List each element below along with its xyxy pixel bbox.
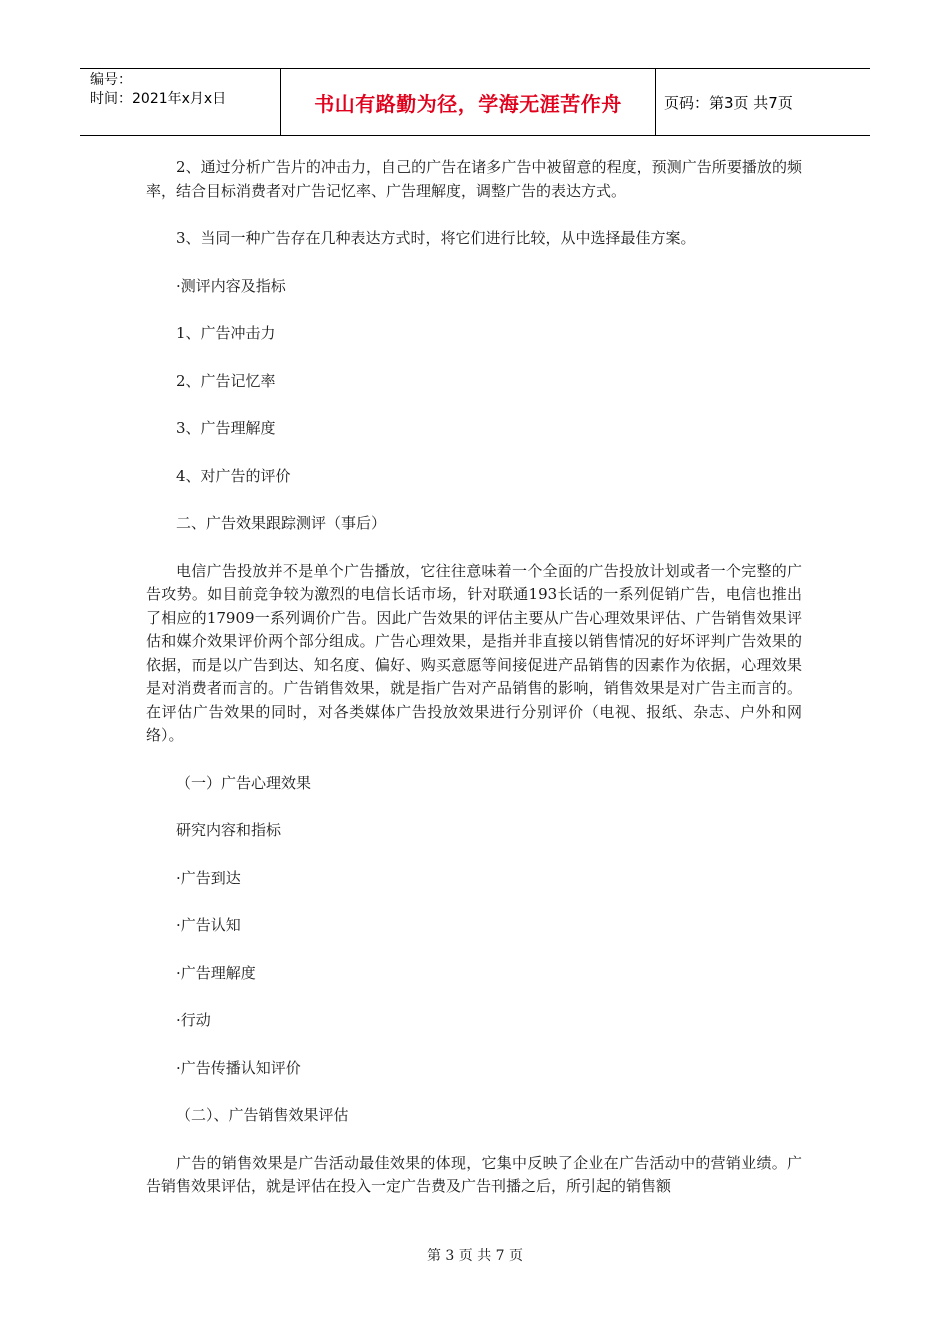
subsection-heading-psych: （一）广告心理效果	[176, 773, 312, 792]
header-motto: 书山有路勤为径，学海无涯苦作舟	[281, 69, 656, 135]
list-item-understanding: ·广告理解度	[176, 963, 256, 982]
header-meta	[80, 69, 281, 135]
doc-date-label: 时间：2021年x月x日	[90, 91, 227, 107]
paragraph-telecom-ads: 电信广告投放并不是单个广告播放，它往往意味着一个全面的广告投放计划或者一个完整的广告攻势。如目前竞争较为激烈的电信长话市场，针对联通193长话的一系列促销广告，电信也推出了相应的17909一系列调价广告。因此广告效果的评估主要从广告心理效果评估、广告销售效果评估和媒介效果评价两个部分组成。广告心理效果，是指并非直接以销售情况的好坏评判广告效果的依据，而是以广告到达、知名度、偏好、购买意愿等间接促进产品销售的因素作为依据，心理效果是对消费者而言的。广告销售效果，就是指广告对产品销售的影响，销售效果是对广告主而言的。在评估广告效果的同时，对各类媒体广告投放效果进行分别评价（电视、报纸、杂志、户外和网络）。	[146, 561, 802, 744]
section-heading-tracking: 二、广告效果跟踪测评（事后）	[176, 514, 387, 532]
list-item-communication: ·广告传播认知评价	[176, 1058, 301, 1077]
page-header	[80, 68, 870, 136]
heading-research-content: 研究内容和指标	[176, 821, 282, 839]
doc-number-label: 编号：	[90, 72, 132, 88]
paragraph-point-3: 3、当同一种广告存在几种表达方式时，将它们进行比较，从中选择最佳方案。	[176, 229, 696, 247]
document-body	[146, 152, 802, 1199]
subsection-heading-sales: （二）、广告销售效果评估	[176, 1106, 349, 1124]
heading-eval-content: ·测评内容及指标	[176, 276, 286, 295]
list-item-awareness: ·广告认知	[176, 916, 241, 934]
list-item-impact: 1、广告冲击力	[176, 324, 276, 342]
page-footer: 第 3 页 共 7 页	[426, 1248, 524, 1264]
list-item-comprehension: 3、广告理解度	[176, 419, 276, 437]
header-page-info: 页码：第3页 共7页	[664, 93, 793, 112]
list-item-reach: ·广告到达	[176, 868, 241, 887]
paragraph-point-2: 2、通过分析广告片的冲击力，自己的广告在诸多广告中被留意的程度，预测广告所要播放的频率，结合目标消费者对广告记忆率、广告理解度，调整广告的表达方式。	[146, 158, 802, 200]
list-item-evaluation: 4、对广告的评价	[176, 466, 291, 485]
list-item-recall: 2、广告记忆率	[176, 371, 276, 390]
list-item-action: ·行动	[176, 1011, 211, 1029]
paragraph-sales-effect: 广告的销售效果是广告活动最佳效果的体现，它集中反映了企业在广告活动中的营销业绩。广告销售效果评估，就是评估在投入一定广告费及广告刊播之后，所引起的销售额	[146, 1153, 802, 1195]
